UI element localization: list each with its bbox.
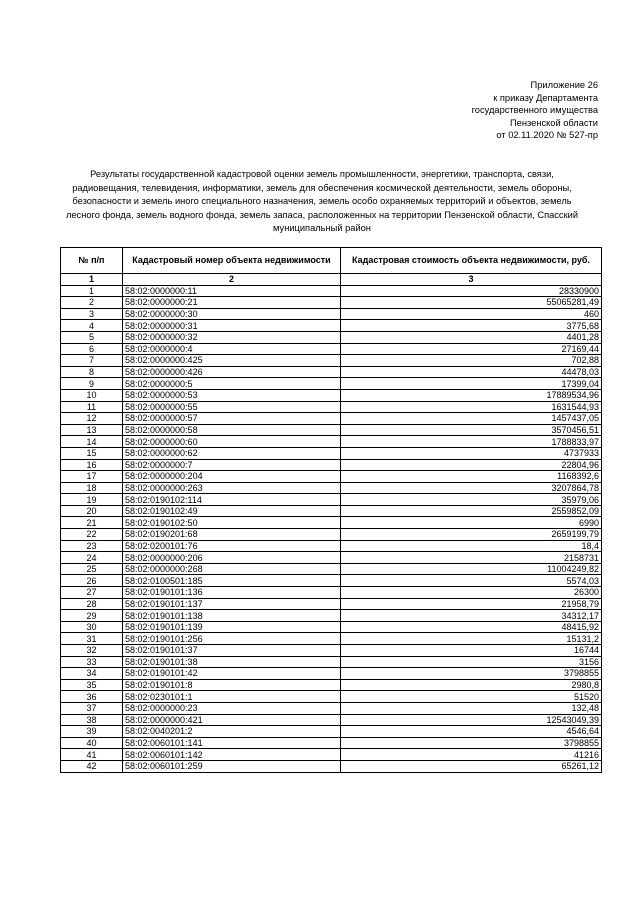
row-number-cell: 42 [61, 760, 123, 772]
row-number-cell: 7 [61, 355, 123, 367]
cadastral-number-cell: 58:02:0200101:76 [123, 540, 341, 552]
cadastral-number-cell: 58:02:0000000:31 [123, 320, 341, 332]
row-number-cell: 41 [61, 749, 123, 761]
table-row [61, 401, 602, 413]
table-row [61, 424, 602, 436]
header-cadastral-value: Кадастровая стоимость объекта недвижимости, руб. [341, 248, 602, 274]
table-row [61, 517, 602, 529]
cadastral-number-cell: 58:02:0000000:57 [123, 413, 341, 425]
table-row [61, 447, 602, 459]
cadastral-value-cell: 3798855 [341, 737, 602, 749]
table-row [61, 749, 602, 761]
cadastral-value-cell: 21958,79 [341, 598, 602, 610]
table-row [61, 308, 602, 320]
row-number-cell: 28 [61, 598, 123, 610]
row-number-cell: 2 [61, 297, 123, 309]
cadastral-value-cell: 1788833,97 [341, 436, 602, 448]
table-row [61, 633, 602, 645]
table-row [61, 331, 602, 343]
cadastral-number-cell: 58:02:0000000:55 [123, 401, 341, 413]
cadastral-value-cell: 1457437,05 [341, 413, 602, 425]
row-number-cell: 17 [61, 471, 123, 483]
row-number-cell: 39 [61, 726, 123, 738]
appendix-line: Пензенской области [510, 117, 598, 128]
appendix-line: к приказу Департамента [493, 92, 598, 103]
row-number-cell: 20 [61, 505, 123, 517]
row-number-cell: 14 [61, 436, 123, 448]
table-header-row [61, 248, 602, 274]
table-row [61, 691, 602, 703]
header-cadastral-number: Кадастровый номер объекта недвижимости [123, 248, 341, 274]
cadastral-number-cell: 58:02:0190201:68 [123, 529, 341, 541]
cadastral-number-cell: 58:02:0060101:142 [123, 749, 341, 761]
row-number-cell: 36 [61, 691, 123, 703]
cadastral-number-cell: 58:02:0190101:38 [123, 656, 341, 668]
table-row [61, 645, 602, 657]
row-number-cell: 5 [61, 331, 123, 343]
table-row [61, 668, 602, 680]
table-row [61, 285, 602, 297]
cadastral-number-cell: 58:02:0000000:23 [123, 702, 341, 714]
cadastral-number-cell: 58:02:0060101:141 [123, 737, 341, 749]
cadastral-value-table [60, 247, 602, 773]
cadastral-value-cell: 18,4 [341, 540, 602, 552]
cadastral-value-cell: 132,48 [341, 702, 602, 714]
cadastral-value-cell: 6990 [341, 517, 602, 529]
cadastral-value-cell: 4401,28 [341, 331, 602, 343]
cadastral-value-cell: 1168392,6 [341, 471, 602, 483]
row-number-cell: 16 [61, 459, 123, 471]
cadastral-number-cell: 58:02:0190101:139 [123, 621, 341, 633]
table-row [61, 482, 602, 494]
cadastral-value-cell: 22804,96 [341, 459, 602, 471]
row-number-cell: 4 [61, 320, 123, 332]
cadastral-value-cell: 12543049,39 [341, 714, 602, 726]
cadastral-number-cell: 58:02:0000000:11 [123, 285, 341, 297]
cadastral-value-cell: 34312,17 [341, 610, 602, 622]
cadastral-number-cell: 58:02:0000000:60 [123, 436, 341, 448]
table-row [61, 355, 602, 367]
row-number-cell: 25 [61, 563, 123, 575]
table-row [61, 737, 602, 749]
cadastral-value-cell: 2659199,79 [341, 529, 602, 541]
cadastral-value-cell: 2980,8 [341, 679, 602, 691]
row-number-cell: 6 [61, 343, 123, 355]
table-row [61, 343, 602, 355]
cadastral-number-cell: 58:02:0000000:53 [123, 389, 341, 401]
row-number-cell: 23 [61, 540, 123, 552]
cadastral-number-cell: 58:02:0190102:114 [123, 494, 341, 506]
cadastral-value-cell: 11004249,82 [341, 563, 602, 575]
cadastral-number-cell: 58:02:0000000:263 [123, 482, 341, 494]
row-number-cell: 3 [61, 308, 123, 320]
table-row [61, 726, 602, 738]
cadastral-value-cell: 3207864,78 [341, 482, 602, 494]
cadastral-value-cell: 65261,12 [341, 760, 602, 772]
table-row [61, 714, 602, 726]
cadastral-value-cell: 5574,03 [341, 575, 602, 587]
document-title: Результаты государственной кадастровой оценки земель промышленности, энергетики, транспорта, связи, радиовещания, телевидения, информатики, земель для обеспечения космической деятельности, земель обороны, безопасности и земель иного специального назначения, земель особо охраняемых территорий и объектов, земель лесного фонда, земель водного фонда, земель запаса, расположенных на территории Пензенской области, Спасский муниципальный район [65, 169, 579, 234]
row-number-cell: 34 [61, 668, 123, 680]
cadastral-number-cell: 58:02:0190101:37 [123, 645, 341, 657]
table-body [61, 285, 602, 772]
cadastral-value-cell: 44478,03 [341, 366, 602, 378]
table-row [61, 389, 602, 401]
cadastral-number-cell: 58:02:0190101:137 [123, 598, 341, 610]
row-number-cell: 37 [61, 702, 123, 714]
cadastral-number-cell: 58:02:0000000:5 [123, 378, 341, 390]
row-number-cell: 24 [61, 552, 123, 564]
table-row [61, 413, 602, 425]
cadastral-number-cell: 58:02:0190101:136 [123, 587, 341, 599]
cadastral-number-cell: 58:02:0190101:138 [123, 610, 341, 622]
cadastral-value-cell: 41216 [341, 749, 602, 761]
table-row [61, 529, 602, 541]
cadastral-number-cell: 58:02:0000000:425 [123, 355, 341, 367]
cadastral-value-cell: 3570456,51 [341, 424, 602, 436]
cadastral-value-cell: 15131,2 [341, 633, 602, 645]
table-row [61, 436, 602, 448]
row-number-cell: 35 [61, 679, 123, 691]
table-row [61, 702, 602, 714]
cadastral-value-cell: 16744 [341, 645, 602, 657]
cadastral-value-cell: 48415,92 [341, 621, 602, 633]
appendix-block [338, 79, 598, 142]
row-number-cell: 10 [61, 389, 123, 401]
row-number-cell: 26 [61, 575, 123, 587]
table-row [61, 505, 602, 517]
cadastral-value-cell: 3156 [341, 656, 602, 668]
row-number-cell: 19 [61, 494, 123, 506]
index-cell: 3 [341, 274, 602, 286]
row-number-cell: 15 [61, 447, 123, 459]
appendix-line: Приложение 26 [530, 80, 598, 90]
appendix-line: от 02.11.2020 № 527-пр [496, 130, 598, 141]
table-row [61, 679, 602, 691]
cadastral-value-cell: 17889534,96 [341, 389, 602, 401]
cadastral-number-cell: 58:02:0000000:21 [123, 297, 341, 309]
index-cell: 1 [61, 274, 123, 286]
cadastral-number-cell: 58:02:0000000:62 [123, 447, 341, 459]
row-number-cell: 27 [61, 587, 123, 599]
row-number-cell: 22 [61, 529, 123, 541]
table-index-row [61, 274, 602, 286]
cadastral-value-cell: 1631544,93 [341, 401, 602, 413]
row-number-cell: 30 [61, 621, 123, 633]
row-number-cell: 40 [61, 737, 123, 749]
cadastral-number-cell: 58:02:0000000:204 [123, 471, 341, 483]
row-number-cell: 11 [61, 401, 123, 413]
cadastral-number-cell: 58:02:0000000:4 [123, 343, 341, 355]
table-row [61, 494, 602, 506]
row-number-cell: 9 [61, 378, 123, 390]
row-number-cell: 38 [61, 714, 123, 726]
table-row [61, 552, 602, 564]
cadastral-value-cell: 3775,68 [341, 320, 602, 332]
table-row [61, 598, 602, 610]
row-number-cell: 18 [61, 482, 123, 494]
table-row [61, 471, 602, 483]
cadastral-number-cell: 58:02:0000000:30 [123, 308, 341, 320]
cadastral-value-cell: 2559852,09 [341, 505, 602, 517]
table-row [61, 760, 602, 772]
cadastral-value-cell: 2158731 [341, 552, 602, 564]
cadastral-value-cell: 17399,04 [341, 378, 602, 390]
cadastral-number-cell: 58:02:0190101:42 [123, 668, 341, 680]
row-number-cell: 33 [61, 656, 123, 668]
cadastral-value-cell: 26300 [341, 587, 602, 599]
cadastral-number-cell: 58:02:0230101:1 [123, 691, 341, 703]
table-row [61, 366, 602, 378]
row-number-cell: 31 [61, 633, 123, 645]
cadastral-number-cell: 58:02:0100501:185 [123, 575, 341, 587]
cadastral-value-cell: 702,88 [341, 355, 602, 367]
cadastral-number-cell: 58:02:0000000:32 [123, 331, 341, 343]
cadastral-number-cell: 58:02:0190101:256 [123, 633, 341, 645]
table-row [61, 459, 602, 471]
cadastral-value-cell: 460 [341, 308, 602, 320]
cadastral-value-cell: 55065281,49 [341, 297, 602, 309]
table-row [61, 563, 602, 575]
row-number-cell: 21 [61, 517, 123, 529]
cadastral-number-cell: 58:02:0000000:58 [123, 424, 341, 436]
cadastral-number-cell: 58:02:0000000:206 [123, 552, 341, 564]
row-number-cell: 13 [61, 424, 123, 436]
row-number-cell: 12 [61, 413, 123, 425]
table-row [61, 587, 602, 599]
cadastral-value-cell: 4546,64 [341, 726, 602, 738]
table-row [61, 297, 602, 309]
appendix-line: государственного имущества [471, 105, 598, 116]
table-row [61, 320, 602, 332]
cadastral-number-cell: 58:02:0190101:8 [123, 679, 341, 691]
cadastral-value-cell: 27169,44 [341, 343, 602, 355]
cadastral-number-cell: 58:02:0040201:2 [123, 726, 341, 738]
table-row [61, 610, 602, 622]
table-row [61, 621, 602, 633]
cadastral-number-cell: 58:02:0000000:426 [123, 366, 341, 378]
row-number-cell: 1 [61, 285, 123, 297]
header-num: № п/п [61, 248, 123, 274]
table-row [61, 656, 602, 668]
cadastral-number-cell: 58:02:0000000:421 [123, 714, 341, 726]
cadastral-number-cell: 58:02:0060101:259 [123, 760, 341, 772]
cadastral-value-cell: 28330900 [341, 285, 602, 297]
index-cell: 2 [123, 274, 341, 286]
cadastral-value-cell: 51520 [341, 691, 602, 703]
row-number-cell: 32 [61, 645, 123, 657]
row-number-cell: 8 [61, 366, 123, 378]
row-number-cell: 29 [61, 610, 123, 622]
cadastral-value-cell: 4737933 [341, 447, 602, 459]
cadastral-number-cell: 58:02:0190102:49 [123, 505, 341, 517]
cadastral-value-cell: 35979,06 [341, 494, 602, 506]
table-row [61, 575, 602, 587]
cadastral-number-cell: 58:02:0000000:7 [123, 459, 341, 471]
table-row [61, 378, 602, 390]
cadastral-number-cell: 58:02:0000000:268 [123, 563, 341, 575]
table-row [61, 540, 602, 552]
cadastral-value-cell: 3798855 [341, 668, 602, 680]
cadastral-number-cell: 58:02:0190102:50 [123, 517, 341, 529]
